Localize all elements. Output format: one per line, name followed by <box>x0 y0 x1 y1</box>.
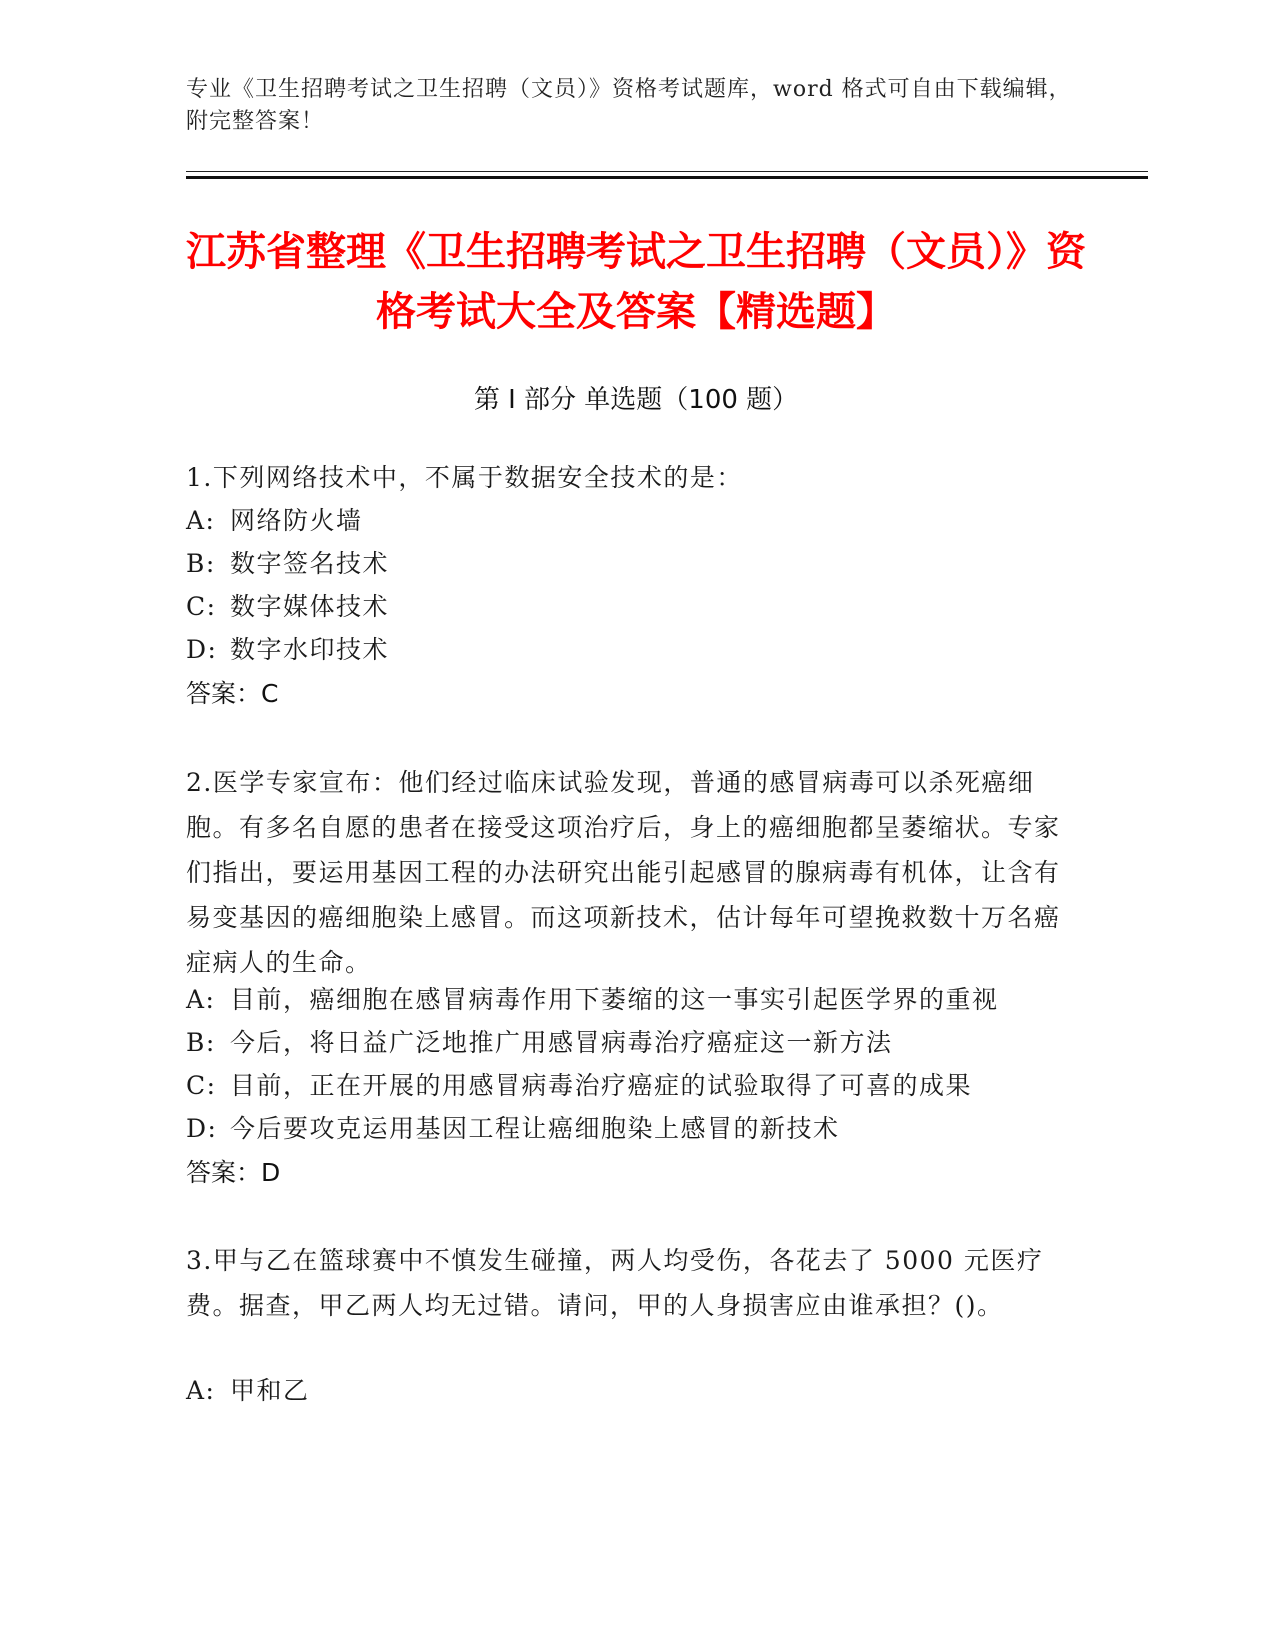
option-text: 数字媒体技术 <box>230 592 390 621</box>
option-key: D: <box>186 635 218 664</box>
option-text: 今后，将日益广泛地推广用感冒病毒治疗癌症这一新方法 <box>230 1028 893 1057</box>
question-1-option-c <box>186 584 1066 629</box>
question-2-option-b <box>186 1020 1066 1065</box>
option-text: 今后要攻克运用基因工程让癌细胞染上感冒的新技术 <box>230 1114 840 1143</box>
question-1-answer: 答案：C <box>186 679 279 708</box>
option-key: A: <box>186 506 216 535</box>
option-key: A: <box>186 1376 216 1405</box>
question-2-stem: 2.医学专家宣布：他们经过临床试验发现，普通的感冒病毒可以杀死癌细胞。有多名自愿的患者在接受这项治疗后，身上的癌细胞都呈萎缩状。专家们指出，要运用基因工程的办法研究出能引起感冒的腺病毒有机体，让含有易变基因的癌细胞染上感冒。而这项新技术，估计每年可望挽救数十万名癌症病人的生命。 <box>186 768 1061 977</box>
option-text: 目前，癌细胞在感冒病毒作用下萎缩的这一事实引起医学界的重视 <box>230 985 999 1014</box>
question-1-option-b <box>186 541 1066 586</box>
question-3-option-a <box>186 1368 1066 1413</box>
header-note: 专业《卫生招聘考试之卫生招聘（文员）》资格考试题库，word 格式可自由下载编辑，附完整答案！ <box>186 77 1072 134</box>
question-2-answer: 答案：D <box>186 1158 281 1187</box>
header-divider-thick <box>186 176 1148 179</box>
option-key: B: <box>186 549 216 578</box>
section-title: 第 I 部分 单选题（100 题） <box>473 385 799 415</box>
option-key: A: <box>186 985 216 1014</box>
question-1-option-a <box>186 498 1066 543</box>
option-text: 网络防火墙 <box>230 506 363 535</box>
option-text: 数字签名技术 <box>230 549 390 578</box>
question-1-option-d <box>186 627 1066 672</box>
option-key: B: <box>186 1028 216 1057</box>
question-3-stem: 3.甲与乙在篮球赛中不慎发生碰撞，两人均受伤，各花去了 5000 元医疗费。据查，甲乙两人均无过错。请问，甲的人身损害应由谁承担？()。 <box>186 1246 1044 1320</box>
option-text: 甲和乙 <box>230 1376 310 1405</box>
option-key: C: <box>186 592 217 621</box>
question-2-option-c <box>186 1063 1066 1108</box>
question-1-stem: 1.下列网络技术中，不属于数据安全技术的是： <box>186 463 743 492</box>
option-key: D: <box>186 1114 218 1143</box>
question-2-option-a <box>186 977 1066 1022</box>
question-2-option-d <box>186 1106 1066 1151</box>
option-text: 数字水印技术 <box>230 635 390 664</box>
option-text: 目前，正在开展的用感冒病毒治疗癌症的试验取得了可喜的成果 <box>230 1071 973 1100</box>
document-title: 江苏省整理《卫生招聘考试之卫生招聘（文员）》资格考试大全及答案【精选题】 <box>186 229 1086 335</box>
option-key: C: <box>186 1071 217 1100</box>
header-divider-thin <box>186 171 1148 172</box>
